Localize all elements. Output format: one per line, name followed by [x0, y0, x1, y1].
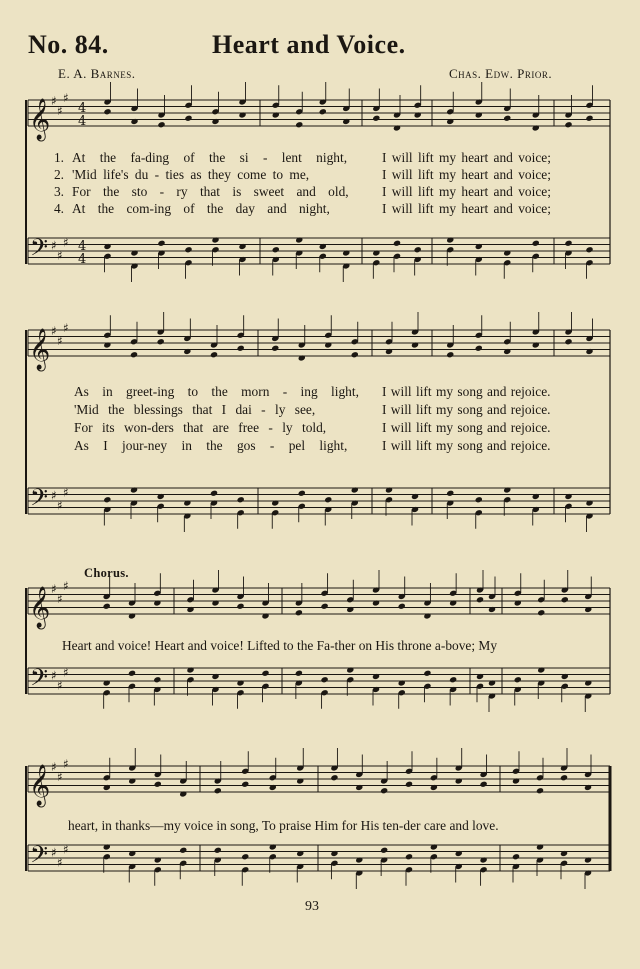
- note-head: [512, 777, 520, 784]
- sharp-icon: ♯: [51, 238, 57, 253]
- verse-text: At the com-ing of the day and night,: [72, 201, 330, 216]
- note-head: [585, 348, 593, 355]
- sharp-icon: ♯: [57, 248, 63, 263]
- note-head: [449, 599, 457, 606]
- note-head: [446, 351, 454, 358]
- note-head: [372, 115, 380, 122]
- note-head: [537, 609, 545, 616]
- verse-text: 'Mid the blessings that I dai - ly see,: [74, 402, 316, 417]
- sharp-icon: ♯: [63, 235, 69, 250]
- note-head: [103, 679, 111, 686]
- treble-clef-icon: 𝄞: [29, 99, 51, 140]
- note-head: [455, 777, 463, 784]
- composer-credit: Chas. Edw. Prior.: [449, 66, 553, 81]
- note-head: [372, 249, 380, 256]
- note-head: [211, 118, 219, 125]
- note-head: [372, 599, 380, 606]
- sharp-icon: ♯: [51, 488, 57, 503]
- note-head: [157, 240, 165, 247]
- verse-text: I will lift my heart and voice;: [382, 201, 551, 216]
- sharp-icon: ♯: [51, 324, 57, 338]
- note-head: [236, 679, 244, 686]
- time-signature: 4: [78, 252, 87, 267]
- note-head: [584, 856, 592, 863]
- note-head: [536, 843, 544, 850]
- note-head: [446, 236, 454, 243]
- note-head: [514, 676, 522, 683]
- note-head: [476, 673, 484, 680]
- lyricist-credit: E. A. Barnes.: [58, 66, 136, 81]
- note-head: [183, 499, 191, 506]
- note-head: [532, 493, 540, 500]
- note-head: [342, 249, 350, 256]
- note-head: [372, 673, 380, 680]
- note-head: [130, 249, 138, 256]
- sharp-icon: ♯: [57, 855, 63, 870]
- note-head: [330, 774, 338, 781]
- note-head: [130, 351, 138, 358]
- note-head: [398, 603, 406, 610]
- note-head: [154, 781, 162, 788]
- note-head: [532, 240, 540, 247]
- note-head: [503, 249, 511, 256]
- note-head: [414, 111, 422, 118]
- sharp-icon: ♯: [51, 760, 57, 774]
- note-head: [321, 676, 329, 683]
- note-head: [186, 666, 194, 673]
- note-head: [157, 121, 165, 128]
- note-head: [295, 609, 303, 616]
- sharp-icon: ♯: [57, 498, 63, 513]
- note-head: [385, 486, 393, 493]
- note-head: [236, 603, 244, 610]
- bass-clef-icon: 𝄢: [30, 233, 49, 267]
- note-head: [561, 673, 569, 680]
- note-head: [103, 496, 111, 503]
- note-head: [210, 490, 218, 497]
- note-head: [130, 486, 138, 493]
- note-head: [153, 599, 161, 606]
- note-head: [211, 599, 219, 606]
- hymn-number: No. 84.: [28, 30, 109, 59]
- sharp-icon: ♯: [57, 678, 63, 693]
- note-head: [584, 679, 592, 686]
- note-head: [393, 240, 401, 247]
- note-head: [128, 850, 136, 857]
- note-head: [514, 599, 522, 606]
- note-head: [398, 679, 406, 686]
- note-head: [512, 853, 520, 860]
- note-head: [536, 787, 544, 794]
- verse-text: As in greet-ing to the morn - ing light,: [74, 384, 359, 399]
- note-head: [128, 612, 136, 619]
- sharp-icon: ♯: [57, 769, 63, 784]
- sharp-icon: ♯: [51, 668, 57, 683]
- note-head: [475, 243, 483, 250]
- sharp-icon: ♯: [57, 591, 63, 606]
- note-head: [564, 121, 572, 128]
- note-head: [130, 118, 138, 125]
- note-head: [211, 673, 219, 680]
- note-head: [241, 781, 249, 788]
- note-head: [430, 784, 438, 791]
- verse-line-1: [50, 150, 600, 167]
- note-head: [319, 243, 327, 250]
- note-head: [183, 348, 191, 355]
- sharp-icon: ♯: [51, 582, 57, 596]
- note-head: [298, 354, 306, 361]
- note-head: [564, 240, 572, 247]
- bass-clef-icon: 𝄢: [30, 483, 49, 517]
- bass-clef-icon: 𝄢: [30, 840, 49, 874]
- note-head: [103, 108, 111, 115]
- note-head: [261, 670, 269, 677]
- note-head: [503, 348, 511, 355]
- note-head: [153, 676, 161, 683]
- verse-line-2: [50, 167, 600, 184]
- note-head: [186, 606, 194, 613]
- note-head: [103, 784, 111, 791]
- hymn-title: Heart and Voice.: [212, 30, 406, 59]
- treble-clef-icon: 𝄞: [29, 587, 51, 628]
- note-head: [179, 847, 187, 854]
- note-head: [584, 784, 592, 791]
- verse-number: 4.: [53, 201, 64, 216]
- note-head: [128, 670, 136, 677]
- note-head: [324, 496, 332, 503]
- time-signature: 4: [78, 114, 87, 129]
- verse-text: 'Mid life's du - ties as they come to me,: [72, 167, 310, 182]
- note-head: [380, 787, 388, 794]
- note-head: [449, 676, 457, 683]
- sharp-icon: ♯: [57, 103, 63, 118]
- verse-text: For its won-ders that are free - ly told,: [74, 420, 327, 435]
- verse-line-4: [50, 201, 600, 218]
- time-signature: 4: [78, 239, 87, 254]
- note-head: [414, 246, 422, 253]
- note-head: [480, 856, 488, 863]
- note-head: [295, 236, 303, 243]
- verse-text: I will lift my heart and voice;: [382, 184, 551, 199]
- treble-clef-icon: 𝄞: [29, 329, 51, 370]
- verse-text: At the fa-ding of the si - lent night,: [72, 150, 348, 165]
- note-head: [532, 124, 540, 131]
- note-head: [296, 850, 304, 857]
- sharp-icon: ♯: [51, 94, 57, 108]
- note-head: [423, 612, 431, 619]
- note-head: [455, 850, 463, 857]
- sharp-icon: ♯: [63, 578, 69, 593]
- note-head: [584, 606, 592, 613]
- note-head: [405, 781, 413, 788]
- note-head: [269, 784, 277, 791]
- note-head: [103, 243, 111, 250]
- note-head: [271, 499, 279, 506]
- note-head: [269, 843, 277, 850]
- note-head: [179, 790, 187, 797]
- note-head: [405, 853, 413, 860]
- note-head: [324, 341, 332, 348]
- note-head: [411, 341, 419, 348]
- note-head: [330, 850, 338, 857]
- note-head: [430, 843, 438, 850]
- note-head: [261, 612, 269, 619]
- note-head: [480, 781, 488, 788]
- note-head: [561, 596, 569, 603]
- note-head: [560, 850, 568, 857]
- note-head: [488, 606, 496, 613]
- note-head: [295, 670, 303, 677]
- page-number: 93: [305, 899, 319, 914]
- note-head: [351, 486, 359, 493]
- verse-number: 3.: [53, 184, 64, 199]
- note-head: [393, 124, 401, 131]
- chorus-line-1: Heart and voice! Heart and voice! Lifted to the Fa-ther on His throne a-bove; My: [62, 638, 498, 653]
- sharp-icon: ♯: [63, 756, 69, 771]
- note-head: [210, 351, 218, 358]
- chorus-line-2: heart, in thanks—my voice in song, To praise Him for His ten-der care and love.: [68, 818, 499, 833]
- note-head: [319, 108, 327, 115]
- sharp-icon: ♯: [63, 665, 69, 680]
- note-head: [585, 115, 593, 122]
- verse-line-3: [50, 184, 600, 201]
- note-head: [351, 351, 359, 358]
- note-head: [346, 606, 354, 613]
- verse-number: 2.: [53, 167, 64, 182]
- note-head: [476, 596, 484, 603]
- note-head: [537, 666, 545, 673]
- note-head: [446, 490, 454, 497]
- note-head: [411, 493, 419, 500]
- treble-clef-icon: 𝄞: [29, 765, 51, 806]
- sharp-icon: ♯: [57, 333, 63, 348]
- note-head: [423, 670, 431, 677]
- note-head: [355, 784, 363, 791]
- note-head: [446, 118, 454, 125]
- note-head: [342, 118, 350, 125]
- chorus-label: Chorus.: [84, 566, 129, 580]
- note-head: [355, 856, 363, 863]
- note-head: [385, 348, 393, 355]
- note-head: [475, 111, 483, 118]
- note-head: [298, 490, 306, 497]
- note-head: [103, 603, 111, 610]
- note-head: [214, 787, 222, 794]
- note-head: [157, 338, 165, 345]
- sharp-icon: ♯: [51, 845, 57, 860]
- note-head: [564, 493, 572, 500]
- note-head: [157, 493, 165, 500]
- verse-text: For the sto - ry that is sweet and old,: [72, 184, 349, 199]
- note-head: [154, 856, 162, 863]
- verse-text: I will lift my song and rejoice.: [382, 420, 551, 435]
- note-head: [241, 853, 249, 860]
- sharp-icon: ♯: [63, 842, 69, 857]
- note-head: [585, 246, 593, 253]
- sharp-icon: ♯: [63, 90, 69, 105]
- note-head: [103, 341, 111, 348]
- bass-clef-icon: 𝄢: [30, 663, 49, 697]
- verse-text: I will lift my song and rejoice.: [382, 402, 551, 417]
- note-head: [503, 486, 511, 493]
- note-head: [380, 847, 388, 854]
- note-head: [103, 843, 111, 850]
- time-signature: 4: [78, 101, 87, 116]
- note-head: [503, 115, 511, 122]
- note-head: [184, 115, 192, 122]
- note-head: [237, 345, 245, 352]
- note-head: [272, 111, 280, 118]
- note-head: [295, 121, 303, 128]
- note-head: [272, 246, 280, 253]
- note-head: [475, 345, 483, 352]
- note-head: [128, 777, 136, 784]
- note-head: [238, 243, 246, 250]
- verse-text: As I jour-ney in the gos - pel light,: [74, 438, 348, 453]
- note-head: [296, 777, 304, 784]
- note-head: [184, 246, 192, 253]
- note-head: [238, 111, 246, 118]
- note-head: [585, 499, 593, 506]
- note-head: [211, 236, 219, 243]
- note-head: [271, 345, 279, 352]
- note-head: [532, 341, 540, 348]
- sharp-icon: ♯: [63, 320, 69, 335]
- sharp-icon: ♯: [63, 485, 69, 500]
- note-head: [488, 679, 496, 686]
- verse-text: I will lift my heart and voice;: [382, 167, 551, 182]
- verse-number: 1.: [53, 150, 64, 165]
- note-head: [346, 666, 354, 673]
- verse-text: I will lift my song and rejoice.: [382, 384, 551, 399]
- note-head: [475, 496, 483, 503]
- verse-text: I will lift my song and rejoice.: [382, 438, 551, 453]
- note-head: [237, 496, 245, 503]
- note-head: [214, 847, 222, 854]
- note-head: [564, 338, 572, 345]
- note-head: [321, 603, 329, 610]
- verse-text: I will lift my heart and voice;: [382, 150, 551, 165]
- note-head: [560, 774, 568, 781]
